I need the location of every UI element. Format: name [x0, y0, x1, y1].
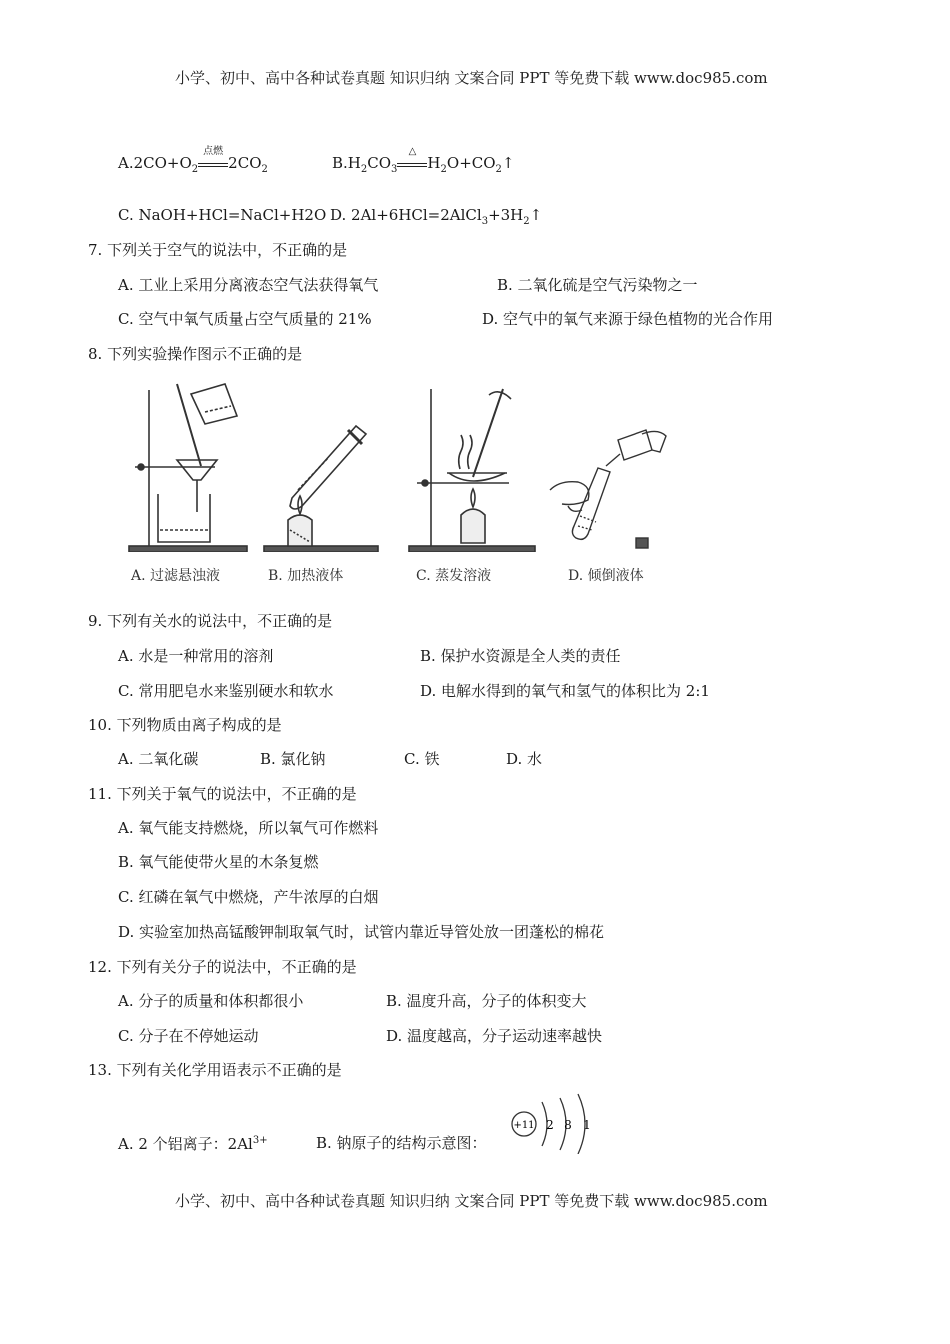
q13-stem: 13. 下列有关化学用语表示不正确的是: [88, 1061, 342, 1079]
q11-stem: 11. 下列关于氧气的说法中，不正确的是: [88, 785, 357, 803]
q10-option-b: B. 氯化钠: [260, 750, 326, 768]
q9-option-d: D. 电解水得到的氧气和氢气的体积比为 2:1: [420, 682, 710, 700]
q10-option-c: C. 铁: [404, 750, 440, 768]
q11-option-c: C. 红磷在氧气中燃烧，产牛浓厚的白烟: [118, 888, 379, 906]
footer-banner: 小学、初中、高中各种试卷真题 知识归纳 文案合同 PPT 等免费下载 www.doc985.com: [175, 1192, 768, 1210]
sodium-atom-diagram: [506, 1088, 606, 1154]
q7-option-a: A. 工业上采用分离液态空气法获得氧气: [118, 276, 379, 294]
figure-caption-d: D. 倾倒液体: [568, 568, 644, 584]
figure-caption-a: A. 过滤悬浊液: [131, 568, 221, 584]
q8-stem: 8. 下列实验操作图示不正确的是: [88, 345, 303, 363]
q6-option-b: $B.H_2CO_3$ △ $H_2O+CO_2↑$: [332, 146, 515, 175]
q9-option-a: A. 水是一种常用的溶剂: [118, 647, 274, 665]
q10-stem: 10. 下列物质由离子构成的是: [88, 716, 282, 734]
q10-option-d: D. 水: [506, 750, 543, 768]
reaction-arrow-burning: 点燃: [198, 161, 228, 167]
shell-3-electrons: 1: [583, 1118, 591, 1132]
q10-option-a: A. 二氧化碳: [118, 750, 199, 768]
q7-option-c: C. 空气中氧气质量占空气质量的 21%: [118, 310, 372, 328]
figure-filtration: [125, 382, 250, 552]
q7-option-b: B. 二氧化硫是空气污染物之一: [497, 276, 698, 294]
q12-option-c: C. 分子在不停她运动: [118, 1027, 259, 1045]
figure-caption-c: C. 蒸发溶液: [416, 568, 492, 584]
shell-1-electrons: 2: [546, 1118, 554, 1132]
q6-option-c: C. NaOH+HCl=NaCl+H2O: [118, 206, 327, 224]
q13-option-b: B. 钠原子的结构示意图：: [316, 1134, 487, 1152]
q6-option-a: $A.2CO+O_2$ 点燃 $2CO_2$: [118, 146, 268, 175]
q12-option-d: D. 温度越高，分子运动速率越快: [386, 1027, 603, 1045]
figure-evaporation: [405, 385, 540, 552]
q9-option-c: C. 常用肥皂水来鉴别硬水和软水: [118, 682, 334, 700]
q13-option-a: A. 2 个铝离子：$2Al^{3+}$: [118, 1135, 268, 1153]
q11-option-d: D. 实验室加热高锰酸钾制取氧气时，试管内靠近导管处放一团蓬松的棉花: [118, 923, 605, 941]
q7-stem: 7. 下列关于空气的说法中，不正确的是: [88, 241, 348, 259]
q11-option-b: B. 氧气能使带火星的木条复燃: [118, 853, 319, 871]
q9-stem: 9. 下列有关水的说法中，不正确的是: [88, 612, 333, 630]
nucleus-charge-label: +11: [513, 1120, 535, 1131]
figure-caption-b: B. 加热液体: [268, 568, 344, 584]
q6-option-d: D. $2Al+6HCl=2AlCl_3+3H_2↑$: [330, 206, 543, 227]
q9-option-b: B. 保护水资源是全人类的责任: [420, 647, 621, 665]
q12-stem: 12. 下列有关分子的说法中，不正确的是: [88, 958, 357, 976]
q12-option-b: B. 温度升高，分子的体积变大: [386, 992, 587, 1010]
header-banner: 小学、初中、高中各种试卷真题 知识归纳 文案合同 PPT 等免费下载 www.doc985.com: [175, 69, 768, 87]
figure-pouring-liquid: [548, 410, 678, 552]
q11-option-a: A. 氧气能支持燃烧，所以氧气可作燃料: [118, 819, 379, 837]
shell-2-electrons: 8: [564, 1118, 572, 1132]
q7-option-d: D. 空气中的氧气来源于绿色植物的光合作用: [482, 310, 774, 328]
q12-option-a: A. 分子的质量和体积都很小: [118, 992, 304, 1010]
figure-heating-liquid: [262, 418, 382, 552]
reaction-arrow-heat: △: [397, 161, 427, 167]
